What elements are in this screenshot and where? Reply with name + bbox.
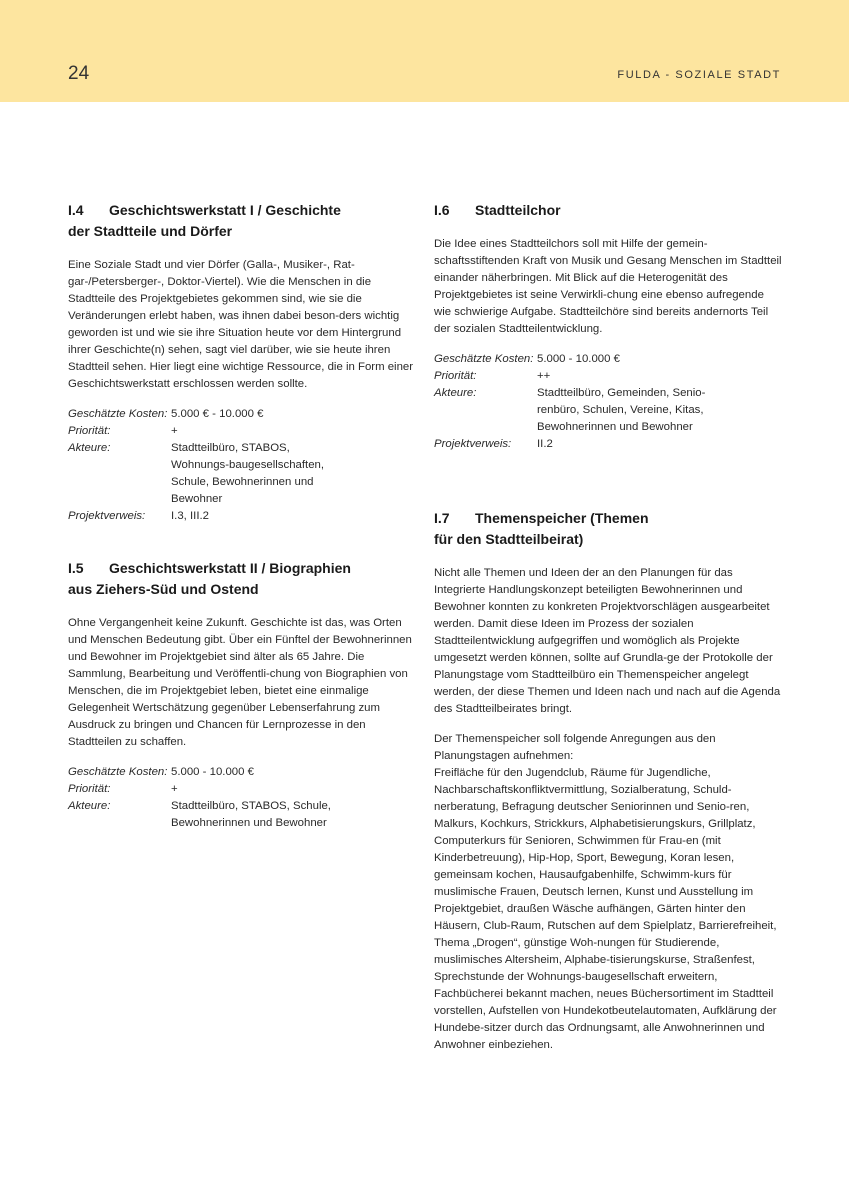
section-i7: [434, 508, 782, 1054]
meta-value: Stadtteilbüro, STABOS, Schule, Bewohnerinnen und Bewohner: [171, 800, 331, 829]
meta-label: Geschätzte Kosten:: [68, 408, 168, 420]
section-title: Geschichtswerkstatt I / Geschichte: [109, 202, 341, 218]
section-paragraph-list: Freifläche für den Jugendclub, Räume für Jugendliche, Nachbarschaftskonfliktvermittlung, Sozialberatung, Schuld-nerberatung, Befragung deutscher Seniorinnen und Senio-ren, Malkurs, Kochkurs, Strickkurs, Alphabetisierungskurs, Grillplatz, Computerkurs für Senioren, Schwimmen für Frau-en (mit Kinderbetreuung), Hip-Hop, Sport, Bewegung, Koran lesen, gemeinsam kochen, Hausaufgabenhilfe, Schwimm-kurs für muslimische Frauen, Deutsch lernen, Kunst und Ausstellung im Projektgebiet, draußen Wäsche aufhängen, Gärten hinter den Häusern, Club-Raum, Rutschen auf dem Spielplatz, Barrierefreiheit, Thema „Drogen“, günstige Woh-nungen für Studierende, muslimisches Altersheim, Alphabe-tisierungskurse, Straßenfest, Sprechstunde der Wohnungs-baugesellschaft erweitern, Fachbücherei bekannt machen, neues Büchersortiment im Stadtteil vorstellen, Aufstellen von Hundekotbeutelautomaten, Aufklärung der Hundebe-sitzer durch das Ordnungsamt, alle Anwohnerinnen und Anwohner einbeziehen.: [434, 767, 777, 1051]
meta-label: Geschätzte Kosten:: [68, 766, 168, 778]
section-title: Stadtteilchor: [475, 202, 561, 218]
meta-value: +: [171, 783, 178, 795]
meta-label: Akteure:: [434, 387, 477, 399]
meta-label: Priorität:: [68, 783, 111, 795]
section-meta-table: [68, 764, 361, 832]
page-number: 24: [68, 63, 90, 84]
meta-row-actors: [434, 385, 737, 436]
meta-label: Akteure:: [68, 800, 111, 812]
meta-label: Priorität:: [434, 370, 477, 382]
section-i4: [68, 200, 416, 525]
section-heading: [434, 200, 782, 221]
meta-value: 5.000 - 10.000 €: [171, 766, 254, 778]
meta-label: Projektverweis:: [68, 510, 146, 522]
meta-value: II.2: [537, 438, 553, 450]
meta-row-priority: [68, 423, 351, 440]
meta-label: Priorität:: [68, 425, 111, 437]
meta-label: Projektverweis:: [434, 438, 512, 450]
section-meta-table: [434, 351, 737, 453]
meta-value: 5.000 € - 10.000 €: [171, 408, 264, 420]
section-title-line2: für den Stadtteilbeirat): [434, 531, 584, 547]
meta-row-actors: [68, 798, 361, 832]
section-number: I.5: [68, 560, 84, 576]
meta-row-cost: [68, 764, 361, 781]
section-i6: [434, 200, 782, 453]
meta-label: Geschätzte Kosten:: [434, 353, 534, 365]
section-title: Geschichtswerkstatt II / Biographien: [109, 560, 351, 576]
meta-value: Stadtteilbüro, Gemeinden, Senio-renbüro, Schulen, Vereine, Kitas, Bewohnerinnen und Bewohner: [537, 387, 706, 433]
meta-row-priority: [434, 368, 737, 385]
section-paragraph: Ohne Vergangenheit keine Zukunft. Geschichte ist das, was Orten und Menschen Bedeutung gibt. Über ein Fünftel der Bewohnerinnen und Bewohner im Projektgebiet sind älter als 65 Jahre. Die Sammlung, Bearbeitung und Veröffentli-chung von Biographien von Menschen, die im Projektgebiet leben, bietet eine einmalige Gelegenheit Wertschätzung gegenüber Lebenserfahrung zum Ausdruck zu bringen und Chancen für Lernprozesse in den Stadtteilen zu schaffen.: [68, 617, 412, 748]
meta-value: 5.000 - 10.000 €: [537, 353, 620, 365]
section-paragraph: Nicht alle Themen und Ideen der an den Planungen für das Integrierte Handlungskonzept beteiligten Bewohnerinnen und Bewohner konnten zu konkreten Projektvorschlägen ausgearbeitet werden. Damit diese Ideen im Prozess der sozialen Stadtteilentwicklung aufgegriffen und womöglich als Projekte umgesetzt werden können, sollte auf Grundla-ge der Protokolle der Planungstage vom Stadtteilbüro ein Themenspeicher angelegt werden, der diese Themen und Ideen nach und nach auf die Agenda des Stadtteilbeirates bringt.: [434, 567, 781, 715]
section-meta-table: [68, 406, 351, 525]
meta-row-priority: [68, 781, 361, 798]
section-title-line2: der Stadtteile und Dörfer: [68, 223, 233, 239]
section-heading: [434, 508, 782, 550]
meta-value: I.3, III.2: [171, 510, 209, 522]
section-paragraph: Eine Soziale Stadt und vier Dörfer (Galla-, Musiker-, Rat-gar-/Petersberger-, Doktor-Viertel). Wie die Menschen in die Stadtteile des Projektgebietes gekommen sind, wie sie die Veränderungen erlebt haben, was ihnen dabei beson-ders wichtig geworden ist und wie sie ihre Situation heute vor dem Hintergrund ihrer Geschichte(n) sehen, sagt viel darüber, wie sie heute ihren Stadtteil sehen. Hier liegt eine wichtige Ressource, die in Form einer Geschichtswerkstatt erschlossen werden sollte.: [68, 259, 414, 390]
section-heading: [68, 558, 416, 600]
section-number: I.4: [68, 202, 84, 218]
section-number: I.7: [434, 510, 450, 526]
meta-value: ++: [537, 370, 551, 382]
meta-row-cost: [434, 351, 737, 368]
section-i5: [68, 558, 416, 832]
section-paragraph-intro: Der Themenspeicher soll folgende Anregungen aus den Planungstagen aufnehmen:: [434, 733, 716, 762]
meta-value: +: [171, 425, 178, 437]
section-title-line2: aus Ziehers-Süd und Ostend: [68, 581, 259, 597]
meta-row-ref: [68, 508, 351, 525]
page-header: [0, 0, 849, 102]
meta-row-actors: [68, 440, 351, 508]
section-heading: [68, 200, 416, 242]
section-paragraph: Die Idee eines Stadtteilchors soll mit Hilfe der gemein-schaftsstiftenden Kraft von Musik und Gesang Menschen im Stadtteil einander näherbringen. Mit Blick auf die Heterogenität des Projektgebietes ist seine Verwirkli-chung eine ebenso aufregende wie schwierige Aufgabe. Stadtteilchöre sind bereits andernorts Teil der sozialen Stadtteilentwicklung.: [434, 238, 782, 335]
meta-row-cost: [68, 406, 351, 423]
section-title: Themenspeicher (Themen: [475, 510, 649, 526]
meta-row-ref: [434, 436, 737, 453]
running-title: FULDA - SOZIALE STADT: [617, 69, 781, 81]
meta-value: Stadtteilbüro, STABOS, Wohnungs-baugesellschaften, Schule, Bewohnerinnen und Bewohner: [171, 442, 325, 505]
meta-label: Akteure:: [68, 442, 111, 454]
section-number: I.6: [434, 202, 450, 218]
